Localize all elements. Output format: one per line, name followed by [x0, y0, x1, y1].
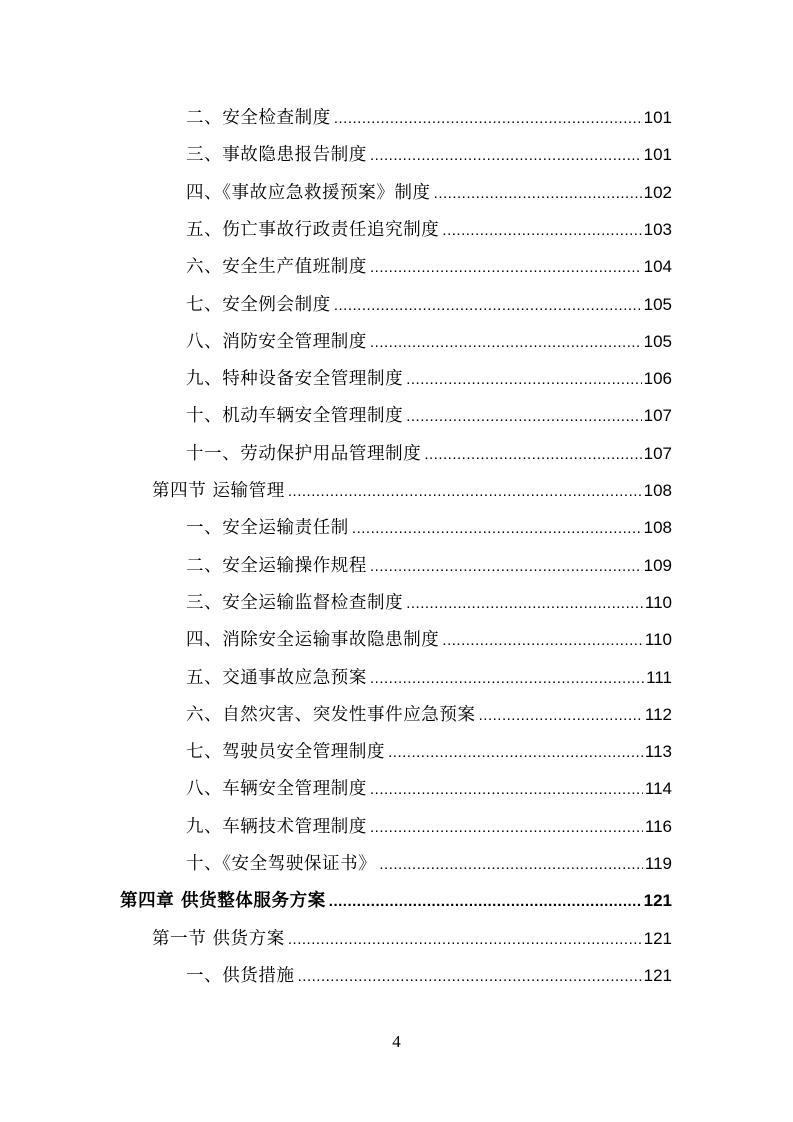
toc-entry-page: 116 — [644, 816, 672, 836]
toc-entry[interactable] — [186, 252, 672, 282]
toc-entry[interactable] — [186, 625, 672, 655]
toc-dot-leader — [388, 738, 643, 768]
toc-entry-title: 九、车辆技术管理制度 — [186, 816, 367, 837]
page-number: 4 — [392, 1032, 401, 1051]
toc-dot-leader — [370, 552, 642, 582]
toc-dot-leader — [406, 402, 641, 432]
toc-entry-title: 一、供货措施 — [186, 965, 295, 986]
toc-entry-title: 四、消除安全运输事故隐患制度 — [186, 630, 440, 651]
toc-dot-leader — [370, 328, 642, 358]
toc-entry-page: 102 — [643, 182, 672, 202]
toc-dot-leader — [434, 179, 642, 209]
toc-entry-title: 三、事故隐患报告制度 — [186, 145, 367, 166]
toc-entry[interactable] — [152, 476, 672, 506]
toc-entry-title: 四、《事故应急救援预案》制度 — [186, 182, 431, 203]
toc-entry-title: 一、安全运输责任制 — [186, 518, 349, 539]
toc-entry-page: 107 — [643, 406, 672, 426]
toc-entry-title: 五、交通事故应急预案 — [186, 667, 367, 688]
toc-entry[interactable] — [186, 364, 672, 394]
toc-entry-page: 103 — [643, 219, 672, 239]
toc-entry-page: 110 — [644, 630, 672, 650]
toc-entry[interactable] — [186, 103, 672, 133]
toc-dot-leader — [479, 701, 643, 731]
toc-entry-page: 121 — [643, 891, 672, 911]
toc-dot-leader — [406, 589, 643, 619]
toc-entry-page: 113 — [644, 742, 672, 762]
toc-entry-title: 十、《安全驾驶保证书》 — [186, 854, 377, 874]
toc-entry[interactable] — [186, 140, 672, 170]
toc-entry[interactable] — [186, 290, 672, 320]
toc-entry-page: 106 — [643, 369, 672, 389]
toc-entry-title: 七、安全例会制度 — [186, 294, 331, 315]
toc-entry-title: 二、安全检查制度 — [186, 108, 331, 128]
toc-entry-title: 八、消防安全管理制度 — [186, 331, 367, 352]
toc-entry-title: 十、机动车辆安全管理制度 — [186, 406, 404, 427]
toc-entry[interactable] — [186, 849, 672, 879]
toc-entry-page: 121 — [643, 928, 672, 948]
toc-entry[interactable] — [186, 812, 672, 842]
toc-entry[interactable] — [186, 588, 672, 618]
toc-dot-leader — [329, 887, 642, 917]
toc-entry-page: 108 — [643, 518, 672, 538]
toc-dot-leader — [379, 850, 643, 880]
toc-dot-leader — [334, 291, 642, 321]
toc-entry-page: 108 — [643, 481, 672, 500]
toc-entry[interactable] — [186, 513, 672, 543]
toc-entry[interactable] — [186, 700, 672, 730]
toc-entry-page: 109 — [643, 555, 672, 575]
toc-dot-leader — [442, 626, 642, 656]
toc-dot-leader — [424, 440, 641, 470]
toc-entry[interactable] — [186, 439, 672, 469]
toc-entry-title: 三、安全运输监督检查制度 — [186, 592, 404, 613]
toc-dot-leader — [370, 664, 644, 694]
toc-entry-title: 五、伤亡事故行政责任追究制度 — [186, 219, 440, 240]
toc-dot-leader — [352, 514, 642, 544]
toc-dot-leader — [334, 104, 642, 134]
toc-entry[interactable] — [186, 327, 672, 357]
toc-entry-page: 101 — [643, 108, 672, 127]
toc-entry[interactable] — [152, 924, 672, 954]
toc-entry-title: 六、安全生产值班制度 — [186, 257, 367, 278]
toc-entry-page: 111 — [646, 667, 672, 687]
toc-entry-page: 105 — [643, 294, 672, 314]
toc-dot-leader — [288, 925, 642, 955]
toc-entry-title: 二、安全运输操作规程 — [186, 555, 367, 576]
toc-entry[interactable] — [186, 774, 672, 804]
toc-entry[interactable] — [186, 401, 672, 431]
toc-entry-page: 105 — [643, 331, 672, 351]
toc-dot-leader — [442, 216, 641, 246]
toc-entry-page: 112 — [644, 704, 672, 724]
toc-dot-leader — [370, 775, 643, 805]
toc-entry-page: 121 — [643, 965, 672, 985]
toc-entry-title: 第四节 运输管理 — [152, 481, 285, 501]
toc-dot-leader — [370, 813, 643, 843]
toc-entry[interactable] — [120, 886, 672, 916]
toc-entry-page: 104 — [643, 257, 672, 277]
toc-entry-page: 101 — [643, 145, 672, 165]
toc-entry-page: 119 — [644, 854, 672, 873]
toc-entry[interactable] — [186, 551, 672, 581]
toc-entry-page: 110 — [644, 592, 672, 612]
toc-entry[interactable] — [186, 737, 672, 767]
toc-entry[interactable] — [186, 961, 672, 991]
toc-entry-title: 九、特种设备安全管理制度 — [186, 369, 404, 390]
toc-entry-page: 114 — [644, 779, 672, 799]
toc-entry-title: 第四章 供货整体服务方案 — [120, 891, 326, 912]
toc-entry-title: 七、驾驶员安全管理制度 — [186, 742, 386, 763]
toc-entry-title: 第一节 供货方案 — [152, 928, 285, 949]
toc-dot-leader — [298, 962, 642, 992]
toc-entry-title: 八、车辆安全管理制度 — [186, 779, 367, 800]
toc-entry-page: 107 — [643, 443, 672, 463]
toc-entry[interactable] — [186, 178, 672, 208]
toc-dot-leader — [406, 365, 641, 395]
toc-entry[interactable] — [186, 663, 672, 693]
toc-entry-title: 六、自然灾害、突发性事件应急预案 — [186, 704, 476, 725]
toc-entry[interactable] — [186, 215, 672, 245]
toc-dot-leader — [370, 141, 642, 171]
toc-entry-title: 十一、劳动保护用品管理制度 — [186, 443, 422, 464]
toc-dot-leader — [370, 253, 642, 283]
toc-dot-leader — [288, 477, 642, 507]
